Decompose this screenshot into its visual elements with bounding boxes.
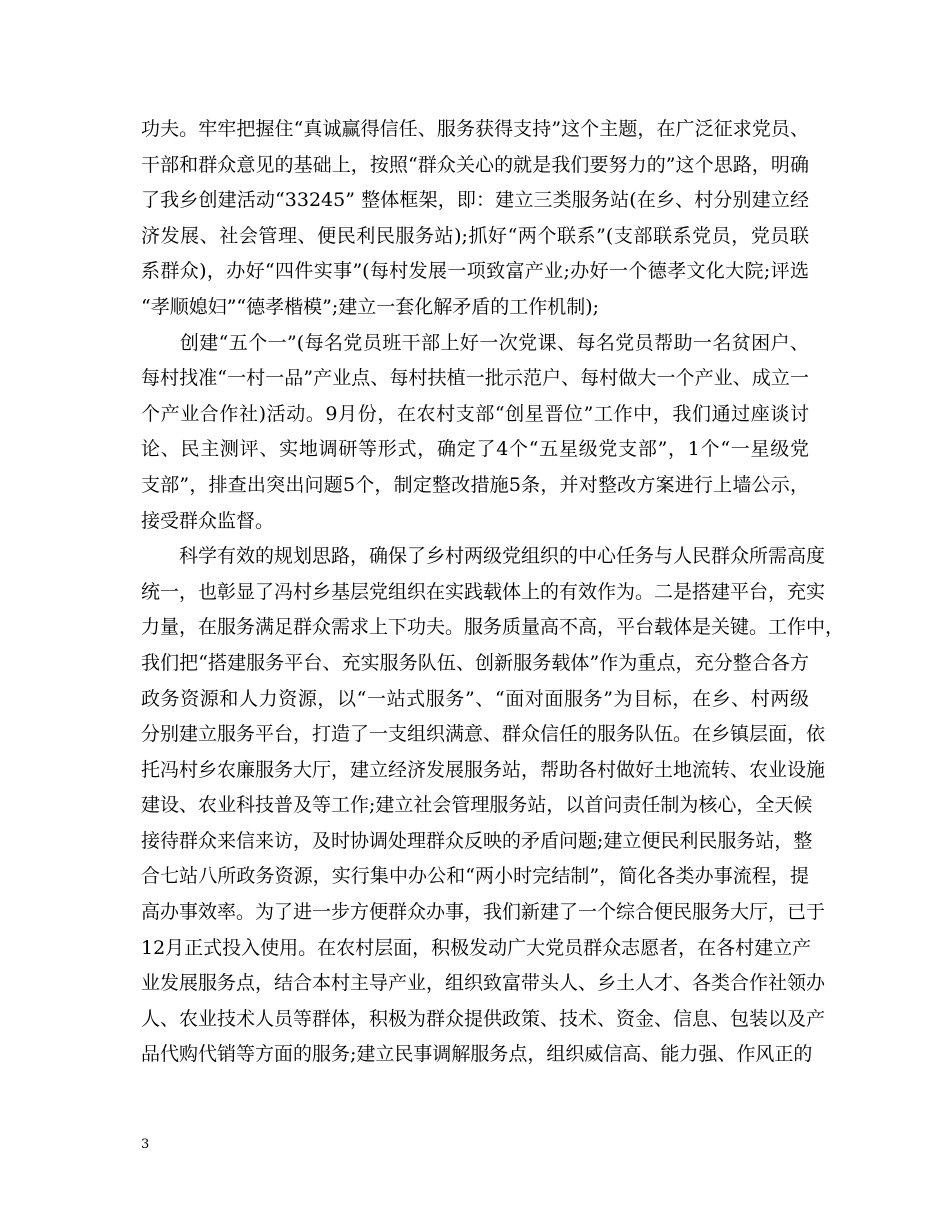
text-line: 力量，在服务满足群众需求上下功夫。服务质量高不高，平台载体是关键。工作中， (141, 616, 845, 639)
text-line: “孝顺媳妇”“德孝楷模”;建立一套化解矛盾的工作机制); (141, 295, 600, 318)
text-line: 高办事效率。为了进一步方便群众办事，我们新建了一个综合便民服务大厅，已于 (141, 901, 826, 924)
text-line: 政务资源和人力资源，以“一站式服务”、“面对面服务”为目标，在乡、村两级 (141, 687, 809, 710)
text-line: 分别建立服务平台，打造了一支组织满意、群众信任的服务队伍。在乡镇层面，依 (141, 723, 826, 746)
text-line: 接待群众来信来访，及时协调处理群众反映的矛盾问题;建立便民利民服务站，整 (141, 829, 813, 852)
page-number: 3 (141, 1137, 150, 1152)
text-line: 每村找准“一村一品”产业点、每村扶植一批示范户、每村做大一个产业、成立一 (141, 367, 809, 390)
text-line: 支部”，排查出突出问题5个，制定整改措施5条，并对整改方案进行上墙公示， (141, 473, 809, 496)
text-line: 论、民主测评、实地调研等形式，确定了4个“五星级党支部”，1个“一星级党 (141, 438, 809, 461)
text-line: 我们把“搭建服务平台、充实服务队伍、创新服务载体”作为重点，充分整合各方 (141, 651, 809, 674)
body-text (141, 112, 845, 1073)
text-line: 品代购代销等方面的服务;建立民事调解服务点，组织威信高、能力强、作风正的 (141, 1043, 813, 1066)
text-line: 创建“五个一”(每名党员班干部上好一次党课、每名党员帮助一名贫困户、 (141, 331, 809, 354)
text-line: 个产业合作社)活动。9月份，在农村支部“创星晋位”工作中，我们通过座谈讨 (141, 402, 809, 425)
text-line: 济发展、社会管理、便民利民服务站);抓好“两个联系”(支部联系党员，党员联 (141, 224, 809, 247)
text-line: 科学有效的规划思路，确保了乡村两级党组织的中心任务与人民群众所需高度 (141, 545, 826, 568)
text-line: 了我乡创建活动“33245” 整体框架，即：建立三类服务站(在乡、村分别建立经 (141, 189, 809, 212)
text-line: 12月正式投入使用。在农村层面，积极发动广大党员群众志愿者，在各村建立产 (141, 936, 812, 959)
text-line: 干部和群众意见的基础上，按照“群众关心的就是我们要努力的”这个思路，明确 (141, 153, 809, 176)
text-line: 接受群众监督。 (141, 509, 275, 532)
text-line: 业发展服务点，结合本村主导产业，组织致富带头人、乡土人才、各类合作社领办 (141, 972, 826, 995)
text-line: 功夫。牢牢把握住“真诚赢得信任、服务获得支持”这个主题，在广泛征求党员、 (141, 118, 809, 140)
text-line: 系群众)，办好“四件实事”(每村发展一项致富产业;办好一个德孝文化大院;评选 (141, 260, 809, 283)
text-line: 托冯村乡农廉服务大厅，建立经济发展服务站，帮助各村做好土地流转、农业设施 (141, 758, 826, 781)
text-line: 建设、农业科技普及等工作;建立社会管理服务站，以首问责任制为核心，全天候 (141, 794, 813, 817)
text-line: 人、农业技术人员等群体，积极为群众提供政策、技术、资金、信息、包装以及产 (141, 1007, 826, 1030)
text-line: 合七站八所政务资源，实行集中办公和“两小时完结制”，简化各类办事流程，提 (141, 865, 809, 888)
text-line: 统一，也彰显了冯村乡基层党组织在实践载体上的有效作为。二是搭建平台，充实 (141, 580, 826, 603)
